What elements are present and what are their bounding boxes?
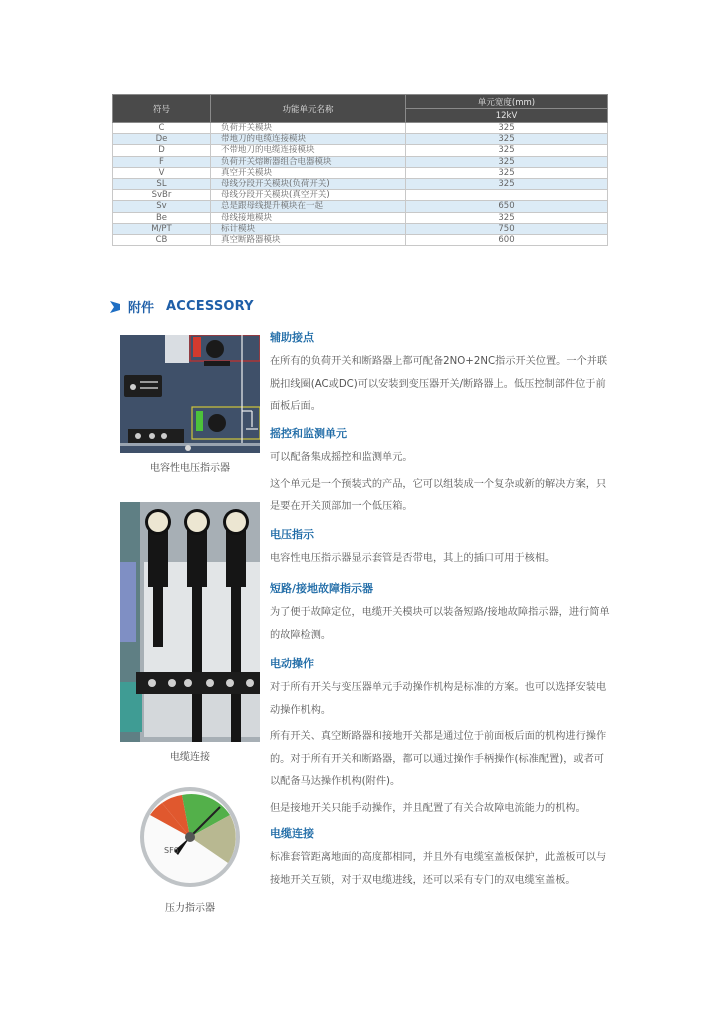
paragraph: 为了便于故障定位，电缆开关模块可以装备短路/接地故障指示器，进行简单的故障检测。: [270, 607, 610, 641]
unit-width-table: [112, 94, 608, 246]
cell-name: 标计模块: [211, 223, 406, 234]
heading-voltage-indication: 电压指示: [270, 528, 314, 541]
cell-width: 325: [406, 123, 608, 134]
cell-width: 600: [406, 234, 608, 245]
cell-name: 真空断路器模块: [211, 234, 406, 245]
cell-code: CB: [113, 234, 211, 245]
cell-code: SL: [113, 178, 211, 189]
header-code: 符号: [113, 95, 211, 123]
pressure-gauge-icon: [120, 785, 260, 893]
paragraph: 对于所有开关与变压器单元手动操作机构是标准的方案。也可以选择安装电动操作机构。: [270, 682, 607, 716]
cell-name: 总是跟母线提升模块在一起: [211, 201, 406, 212]
header-name: 功能单元名称: [211, 95, 406, 123]
panel-illustration: [120, 335, 260, 453]
cell-code: D: [113, 145, 211, 156]
auxiliary-contacts-block: [270, 329, 610, 419]
table-row: [113, 134, 608, 145]
section-arrow-icon: [110, 300, 120, 314]
cell-name: 不带地刀的电缆连接模块: [211, 145, 406, 156]
heading-fault-indicator: 短路/接地故障指示器: [270, 582, 374, 595]
cell-width: 325: [406, 178, 608, 189]
paragraph: 电容性电压指示器显示套管是否带电，其上的插口可用于核相。: [270, 553, 556, 564]
header-voltage: 12kV: [406, 109, 608, 123]
cell-name: 真空开关模块: [211, 167, 406, 178]
cell-width: 325: [406, 212, 608, 223]
cell-name: 母线接地模块: [211, 212, 406, 223]
paragraph: 这个单元是一个预装式的产品，它可以组装成一个复杂或新的解决方案，只是要在开关顶部加一个低压箱。: [270, 478, 607, 512]
cell-name: 母线分段开关模块(负荷开关): [211, 178, 406, 189]
pressure-gauge-photo: [120, 785, 260, 893]
table-row: [113, 123, 608, 134]
heading-cable-connection: 电缆连接: [270, 827, 314, 840]
section-title-zh: 附件: [128, 301, 155, 316]
paragraph: 标准套管距离地面的高度都相同，并且外有电缆室盖板保护，此盖板可以与接地开关互锁，对于双电缆进线，还可以采有专门的双电缆室盖板。: [270, 852, 607, 886]
cell-name: 负荷开关模块: [211, 123, 406, 134]
figure-caption: 电容性电压指示器: [150, 463, 230, 474]
cell-width: 325: [406, 134, 608, 145]
figure-cable-connection: [120, 502, 260, 763]
cell-code: SvBr: [113, 190, 211, 201]
cell-code: C: [113, 123, 211, 134]
paragraph: 但是接地开关只能手动操作，并且配置了有关合故障电流能力的机构。: [270, 802, 586, 814]
cell-width: 325: [406, 145, 608, 156]
cell-width: [406, 190, 608, 201]
cell-width: 325: [406, 167, 608, 178]
section-title-en: ACCESSORY: [166, 299, 254, 314]
table-row: [113, 212, 608, 223]
cable-connection-block: [270, 825, 610, 892]
cable-connection-photo: [120, 502, 260, 742]
accessory-section-header: [110, 297, 254, 316]
table-row: [113, 190, 608, 201]
svg-text:SF6: SF6: [164, 846, 179, 855]
remote-monitoring-block: [270, 425, 610, 519]
figure-voltage-indicator: [120, 335, 260, 474]
cable-illustration: [120, 502, 260, 742]
table-row: [113, 223, 608, 234]
paragraph: 在所有的负荷开关和断路器上都可配备2NO+2NC指示开关位置。一个并联脱扣线圈(AC或DC)可以安装到变压器开关/断路器上。低压控制部件位于前面板后面。: [270, 356, 608, 412]
cell-name: 负荷开关熔断器组合电器模块: [211, 156, 406, 167]
table-row: [113, 234, 608, 245]
paragraph: 所有开关、真空断路器和接地开关都是通过位于前面板后面的机构进行操作的。对于所有开关和断路器，都可以通过操作手柄操作(标准配置)，或者可以配备马达操作机构(附件)。: [270, 731, 607, 787]
heading-motor-operation: 电动操作: [270, 657, 314, 670]
figure-caption: 电缆连接: [170, 752, 210, 763]
cell-code: F: [113, 156, 211, 167]
cell-code: Sv: [113, 201, 211, 212]
table-row: [113, 156, 608, 167]
cell-name: 母线分段开关模块(真空开关): [211, 190, 406, 201]
voltage-indicator-photo: [120, 335, 260, 453]
heading-auxiliary-contacts: 辅助接点: [270, 331, 314, 344]
cell-width: 325: [406, 156, 608, 167]
motor-operation-block: [270, 655, 610, 820]
cell-name: 带地刀的电缆连接模块: [211, 134, 406, 145]
table-row: [113, 178, 608, 189]
table-row: [113, 167, 608, 178]
figure-pressure-indicator: [120, 785, 260, 914]
cell-width: 750: [406, 223, 608, 234]
voltage-indication-block: [270, 526, 610, 571]
figure-caption: 压力指示器: [165, 903, 215, 914]
fault-indicator-block: [270, 580, 610, 647]
cell-code: M/PT: [113, 223, 211, 234]
cell-code: De: [113, 134, 211, 145]
cell-width: 650: [406, 201, 608, 212]
table-row: [113, 145, 608, 156]
cell-code: Be: [113, 212, 211, 223]
paragraph: 可以配备集成摇控和监测单元。: [270, 452, 413, 463]
table-row: [113, 201, 608, 212]
header-width-group: 单元宽度(mm): [406, 95, 608, 109]
cell-code: V: [113, 167, 211, 178]
heading-remote-monitoring: 摇控和监测单元: [270, 427, 347, 440]
